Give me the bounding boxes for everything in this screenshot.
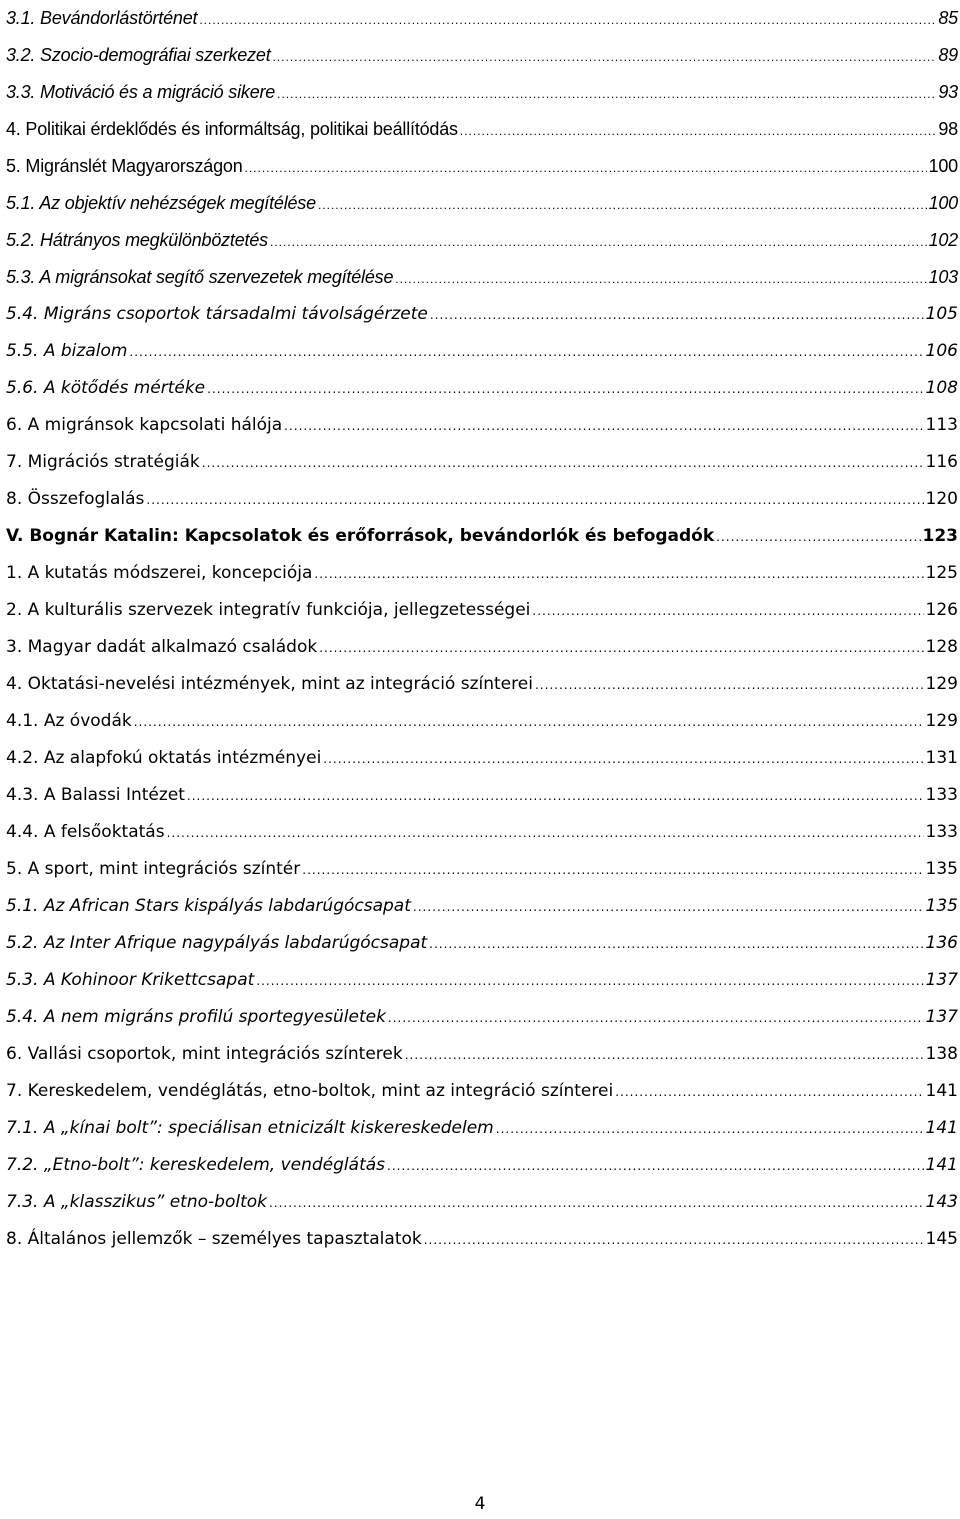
dot-leader: [395, 259, 926, 298]
toc-entry-page: 126: [925, 600, 958, 620]
toc-entry[interactable]: [6, 592, 958, 629]
toc-entry[interactable]: [6, 555, 958, 592]
toc-entry-title: 5.4. A nem migráns profilú sportegyesületek: [6, 1007, 386, 1027]
toc-entry[interactable]: [6, 1147, 958, 1184]
toc-entry-title: 5.1. Az African Stars kispályás labdarúgócsapat: [6, 896, 411, 916]
toc-entry[interactable]: [6, 37, 958, 74]
toc-entry-title: 7.2. „Etno-bolt”: kereskedelem, vendéglátás: [6, 1155, 386, 1175]
dot-leader: [129, 333, 923, 371]
toc-entry[interactable]: [6, 518, 958, 555]
dot-leader: [199, 0, 936, 39]
toc-entry[interactable]: [6, 925, 958, 962]
toc-entry[interactable]: [6, 1110, 958, 1147]
dot-leader: [532, 592, 923, 630]
toc-entry-title: 2. A kulturális szervezek integratív funkciója, jellegzetességei: [6, 600, 531, 620]
toc-entry[interactable]: [6, 148, 958, 185]
toc-entry-title: 4.2. Az alapfokú oktatás intézményei: [6, 748, 322, 768]
toc-entry-page: 137: [925, 970, 958, 990]
toc-entry[interactable]: [6, 259, 958, 296]
table-of-contents: [6, 0, 958, 1258]
toc-entry-title: 7.1. A „kínai bolt”: speciálisan etnicizált kiskereskedelem: [6, 1118, 494, 1138]
toc-entry-page: 105: [925, 304, 958, 324]
toc-entry[interactable]: [6, 666, 958, 703]
toc-entry-title: 4.4. A felsőoktatás: [6, 822, 165, 842]
toc-entry-page: 98: [938, 119, 958, 139]
toc-entry-page: 120: [925, 489, 958, 509]
dot-leader: [207, 370, 923, 408]
toc-entry[interactable]: [6, 629, 958, 666]
toc-entry[interactable]: [6, 74, 958, 111]
toc-entry-title: 6. Vallási csoportok, mint integrációs színterek: [6, 1044, 403, 1064]
dot-leader: [284, 407, 923, 445]
toc-entry-page: 137: [925, 1007, 958, 1027]
toc-entry-page: 93: [938, 82, 958, 102]
toc-entry-page: 145: [925, 1229, 958, 1249]
toc-entry-title: 3.3. Motiváció és a migráció sikere: [6, 82, 276, 102]
toc-entry-title: 4. Oktatási-nevelési intézmények, mint az integráció színterei: [6, 674, 533, 694]
dot-leader: [323, 740, 923, 778]
dot-leader: [424, 1221, 924, 1259]
toc-entry[interactable]: [6, 851, 958, 888]
toc-entry-page: 141: [925, 1081, 958, 1101]
dot-leader: [167, 814, 924, 852]
toc-entry[interactable]: [6, 185, 958, 222]
dot-leader: [270, 222, 927, 261]
toc-entry-title: 7. Migrációs stratégiák: [6, 452, 200, 472]
toc-entry-page: 89: [938, 45, 958, 65]
toc-entry-title: 7. Kereskedelem, vendéglátás, etno-boltok, mint az integráció színterei: [6, 1081, 614, 1101]
toc-entry-page: 103: [928, 267, 958, 287]
dot-leader: [388, 999, 924, 1037]
toc-entry-page: 100: [928, 193, 958, 213]
dot-leader: [277, 74, 936, 113]
toc-entry-page: 113: [925, 415, 958, 435]
toc-entry[interactable]: [6, 740, 958, 777]
toc-entry-page: 125: [925, 563, 958, 583]
toc-entry[interactable]: [6, 0, 958, 37]
page-number: 4: [474, 1494, 486, 1514]
toc-entry[interactable]: [6, 999, 958, 1036]
dot-leader: [134, 703, 924, 741]
toc-entry-title: 3. Magyar dadát alkalmazó családok: [6, 637, 318, 657]
toc-entry-title: 4.3. A Balassi Intézet: [6, 785, 185, 805]
toc-entry-title: 8. Összefoglalás: [6, 489, 145, 509]
dot-leader: [460, 111, 937, 150]
toc-entry[interactable]: [6, 296, 958, 333]
toc-entry-page: 128: [925, 637, 958, 657]
toc-entry-title: 5.6. A kötődés mértéke: [6, 378, 206, 398]
dot-leader: [302, 851, 923, 889]
toc-entry-title: 7.3. A „klasszikus” etno-boltok: [6, 1192, 267, 1212]
toc-entry-page: 141: [925, 1118, 958, 1138]
dot-leader: [245, 148, 927, 187]
toc-entry[interactable]: [6, 370, 958, 407]
toc-entry[interactable]: [6, 1036, 958, 1073]
dot-leader: [413, 888, 924, 926]
dot-leader: [496, 1110, 924, 1148]
toc-entry-title: 1. A kutatás módszerei, koncepciója: [6, 563, 313, 583]
toc-entry-title: 3.1. Bevándorlástörténet: [6, 8, 198, 28]
toc-entry-title: 6. A migránsok kapcsolati hálója: [6, 415, 283, 435]
toc-entry-title: 5.3. A Kohinoor Krikettcsapat: [6, 970, 255, 990]
toc-entry-page: 106: [925, 341, 958, 361]
toc-entry-page: 135: [925, 896, 958, 916]
toc-entry-title: 5.4. Migráns csoportok társadalmi távolságérzete: [6, 304, 428, 324]
toc-entry[interactable]: [6, 481, 958, 518]
toc-entry-title: 5. Migránslét Magyarországon: [6, 156, 243, 176]
toc-entry-title: 4.1. Az óvodák: [6, 711, 132, 731]
toc-entry[interactable]: [6, 1221, 958, 1258]
toc-entry[interactable]: [6, 222, 958, 259]
toc-entry-page: 135: [925, 859, 958, 879]
dot-leader: [318, 185, 927, 224]
toc-entry-title: 4. Politikai érdeklődés és informáltság, politikai beállítódás: [6, 119, 458, 139]
toc-entry-page: 123: [922, 526, 958, 546]
toc-entry-page: 143: [925, 1192, 958, 1212]
dot-leader: [269, 1184, 924, 1222]
toc-entry[interactable]: [6, 444, 958, 481]
toc-entry[interactable]: [6, 1073, 958, 1110]
toc-entry-page: 136: [925, 933, 958, 953]
toc-entry-page: 85: [938, 8, 958, 28]
toc-entry-page: 129: [925, 674, 958, 694]
toc-entry-page: 102: [928, 230, 958, 250]
toc-entry[interactable]: [6, 888, 958, 925]
toc-entry-page: 108: [925, 378, 958, 398]
toc-entry[interactable]: [6, 111, 958, 148]
dot-leader: [429, 925, 923, 963]
toc-entry-title: 8. Általános jellemzők – személyes tapasztalatok: [6, 1229, 422, 1249]
dot-leader: [202, 444, 924, 482]
dot-leader: [716, 518, 920, 556]
dot-leader: [319, 629, 923, 667]
toc-entry-title: 5.5. A bizalom: [6, 341, 128, 361]
dot-leader: [273, 37, 937, 76]
toc-entry[interactable]: [6, 814, 958, 851]
dot-leader: [187, 777, 924, 815]
toc-entry[interactable]: [6, 777, 958, 814]
toc-entry[interactable]: [6, 962, 958, 999]
toc-entry[interactable]: [6, 333, 958, 370]
toc-entry-title: V. Bognár Katalin: Kapcsolatok és erőforrások, bevándorlók és befogadók: [6, 526, 715, 546]
toc-entry-page: 100: [928, 156, 958, 176]
dot-leader: [146, 481, 923, 519]
dot-leader: [314, 555, 923, 593]
toc-entry-page: 129: [925, 711, 958, 731]
dot-leader: [535, 666, 924, 704]
toc-entry[interactable]: [6, 1184, 958, 1221]
toc-entry-title: 5. A sport, mint integrációs színtér: [6, 859, 301, 879]
toc-entry-page: 116: [925, 452, 958, 472]
dot-leader: [405, 1036, 924, 1074]
toc-entry-page: 138: [925, 1044, 958, 1064]
toc-entry-title: 3.2. Szocio-demográfiai szerkezet: [6, 45, 271, 65]
toc-entry-page: 133: [925, 822, 958, 842]
toc-entry-page: 141: [925, 1155, 958, 1175]
dot-leader: [387, 1147, 924, 1185]
toc-entry-title: 5.3. A migránsokat segítő szervezetek megítélése: [6, 267, 394, 287]
toc-entry-page: 131: [925, 748, 958, 768]
dot-leader: [430, 296, 924, 334]
toc-entry[interactable]: [6, 703, 958, 740]
dot-leader: [615, 1073, 923, 1111]
toc-entry-title: 5.2. Az Inter Afrique nagypályás labdarúgócsapat: [6, 933, 428, 953]
toc-entry-title: 5.2. Hátrányos megkülönböztetés: [6, 230, 268, 250]
toc-entry[interactable]: [6, 407, 958, 444]
toc-entry-page: 133: [925, 785, 958, 805]
dot-leader: [256, 962, 923, 1000]
toc-entry-title: 5.1. Az objektív nehézségek megítélése: [6, 193, 316, 213]
